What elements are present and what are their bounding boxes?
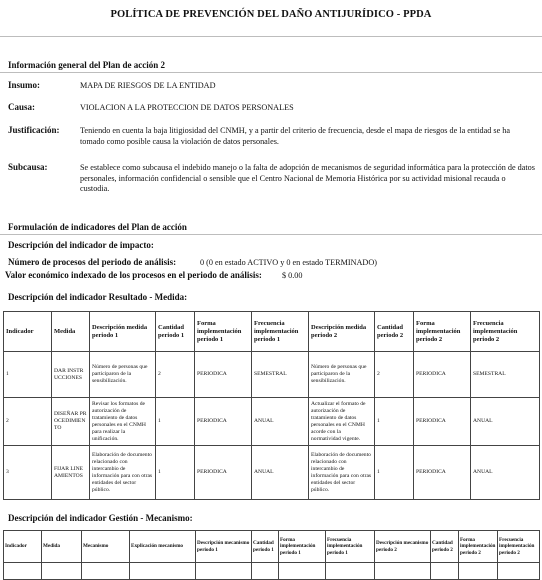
table-row [4, 563, 540, 580]
causa-label: Causa: [8, 102, 36, 112]
header-mecanismo: Mecanismo [82, 531, 130, 563]
cell: ANUAL [471, 398, 540, 446]
cell [326, 563, 375, 580]
insumo-value: MAPA DE RIESGOS DE LA ENTIDAD [80, 81, 216, 90]
gestion-heading: Descripción del indicador Gestión - Mecanismo: [8, 513, 193, 523]
cell [130, 563, 196, 580]
header-forma-p1: Forma implementación periodo 1 [279, 531, 326, 563]
cell: 1 [375, 398, 414, 446]
justificacion-label: Justificación: [8, 125, 60, 135]
header-descripcion-p2: Descripción medida periodo 2 [309, 312, 375, 352]
cell [279, 563, 326, 580]
cell: SEMESTRAL [252, 352, 309, 398]
insumo-label: Insumo: [8, 80, 41, 90]
header-cantidad-p1: Cantidad periodo 1 [252, 531, 279, 563]
subcausa-value: Se establece como subcausa el indebido manejo o la falta de adopción de mecanismos de seguridad informática para la protección de datos personales, información confidencial o sensible que el Centro Nacional de Memoria Histórica por su actividad misional recauda o custodia. [80, 163, 535, 193]
resultado-table [3, 311, 540, 500]
cell: 3 [4, 446, 52, 500]
divider [0, 234, 542, 235]
valor-value: $ 0.00 [282, 271, 303, 280]
cell [252, 563, 279, 580]
cell [42, 563, 82, 580]
cell: 1 [156, 446, 195, 500]
cell [375, 563, 431, 580]
cell: DISEÑAR PROCEDIMIENTO [52, 398, 90, 446]
cell [82, 563, 130, 580]
cell: Número de personas que participaron de la sensibilización. [309, 352, 375, 398]
cell: Elaboración de documento relacionado con intercambio de información para con otras entidades del sector público. [90, 446, 156, 500]
header-forma-p2: Forma implementación periodo 2 [459, 531, 498, 563]
header-descripcion-p1: Descripción medida periodo 1 [90, 312, 156, 352]
gestion-table [3, 530, 540, 580]
justificacion-value: Teniendo en cuenta la baja litigiosidad del CNMH, y a partir del criterio de frecuencia, desde el mapa de riesgos de la entidad se ha tomado como posible causa la violación de datos personales. [80, 126, 511, 146]
header-forma-p2: Forma implementación periodo 2 [414, 312, 471, 352]
header-frecuencia-p2: Frecuencia implementación periodo 2 [471, 312, 540, 352]
cell: PERIODICA [195, 446, 252, 500]
header-cantidad-p2: Cantidad periodo 2 [431, 531, 459, 563]
cell: Elaboración de documento relacionado con intercambio de información para con otras entidades del sector público. [309, 446, 375, 500]
cell: Número de personas que participaron de la sensibilización. [90, 352, 156, 398]
header-explicacion: Explicación mecanismo [130, 531, 196, 563]
divider [0, 72, 542, 73]
header-frecuencia-p1: Frecuencia implementación periodo 1 [326, 531, 375, 563]
valor-label: Valor económico indexado de los procesos en el periodo de análisis: [5, 270, 262, 280]
header-cantidad-p2: Cantidad periodo 2 [375, 312, 414, 352]
cell: FIJAR LINEAMIENTOS [52, 446, 90, 500]
subcausa-label: Subcausa: [8, 162, 48, 172]
cell: 2 [4, 398, 52, 446]
procesos-value: 0 (0 en estado ACTIVO y 0 en estado TERMINADO) [200, 258, 377, 267]
cell: 1 [4, 352, 52, 398]
header-frecuencia-p2: Frecuencia implementación periodo 2 [498, 531, 540, 563]
page-title: POLÍTICA DE PREVENCIÓN DEL DAÑO ANTIJURÍDICO - PPDA [110, 9, 432, 20]
cell [4, 563, 42, 580]
header-forma-p1: Forma implementación periodo 1 [195, 312, 252, 352]
header-frecuencia-p1: Frecuencia implementación periodo 1 [252, 312, 309, 352]
cell: PERIODICA [195, 398, 252, 446]
formulacion-heading: Formulación de indicadores del Plan de acción [8, 222, 187, 232]
cell: PERIODICA [195, 352, 252, 398]
header-medida: Medida [52, 312, 90, 352]
general-heading: Información general del Plan de acción 2 [8, 60, 165, 70]
header-medida: Medida [42, 531, 82, 563]
cell: 1 [156, 398, 195, 446]
cell: 2 [375, 352, 414, 398]
divider [0, 36, 542, 37]
cell: ANUAL [471, 446, 540, 500]
cell: ANUAL [252, 398, 309, 446]
cell: DAR INSTRUCCIONES [52, 352, 90, 398]
cell: Actualizar el formato de autorización de tratamiento de datos personales en el CNMH acorde con la normatividad vigente. [309, 398, 375, 446]
cell [498, 563, 540, 580]
cell: ANUAL [252, 446, 309, 500]
cell [459, 563, 498, 580]
cell: SEMESTRAL [471, 352, 540, 398]
cell [196, 563, 252, 580]
table-header-row [4, 531, 540, 563]
header-indicador: Indicador [4, 531, 42, 563]
header-indicador: Indicador [4, 312, 52, 352]
header-descripcion-p1: Descripción mecanismo periodo 1 [196, 531, 252, 563]
cell: PERIODICA [414, 352, 471, 398]
table-row [4, 446, 540, 500]
cell: PERIODICA [414, 398, 471, 446]
table-row [4, 398, 540, 446]
impacto-heading: Descripción del indicador de impacto: [8, 240, 154, 250]
procesos-label: Número de procesos del periodo de análisis: [8, 257, 177, 267]
cell [431, 563, 459, 580]
header-descripcion-p2: Descripción mecanismo periodo 2 [375, 531, 431, 563]
cell: PERIODICA [414, 446, 471, 500]
cell: 1 [375, 446, 414, 500]
table-row [4, 352, 540, 398]
header-cantidad-p1: Cantidad periodo 1 [156, 312, 195, 352]
causa-value: VIOLACION A LA PROTECCION DE DATOS PERSONALES [80, 103, 294, 112]
resultado-heading: Descripción del indicador Resultado - Medida: [8, 292, 188, 302]
cell: 2 [156, 352, 195, 398]
cell: Revisar los formatos de autorización de tratamiento de datos personales en el CNMH para realizar la unificación. [90, 398, 156, 446]
table-header-row [4, 312, 540, 352]
